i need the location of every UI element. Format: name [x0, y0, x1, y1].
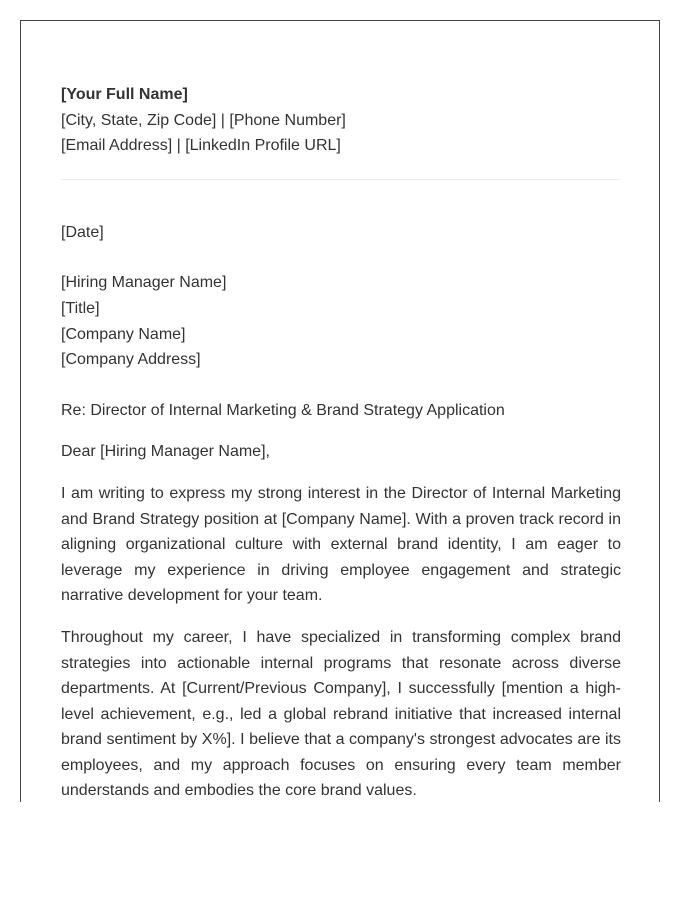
recipient-block: [61, 270, 621, 372]
recipient-name: [Hiring Manager Name]: [61, 274, 227, 292]
salutation: Dear [Hiring Manager Name],: [61, 443, 270, 461]
letter-date: [Date]: [61, 223, 104, 241]
recipient-company: [Company Name]: [61, 325, 186, 343]
recipient-address: [Company Address]: [61, 351, 201, 369]
sender-contact-line-2: [Email Address] | [LinkedIn Profile URL]: [61, 137, 341, 155]
body-paragraph-1: I am writing to express my strong interest in the Director of Internal Marketing and Brand Strategy position at [Company Name]. With a proven track record in aligning organizational culture with external brand identity, I am eager to leverage my experience in driving employee engagement and strategic narrative development for your team.: [61, 484, 621, 605]
letter-content: [61, 82, 621, 802]
header-divider: [61, 179, 621, 180]
sender-header: [61, 82, 621, 159]
letter-page: [20, 20, 660, 802]
sender-contact-line-1: [City, State, Zip Code] | [Phone Number]: [61, 111, 346, 129]
sender-name: [Your Full Name]: [61, 86, 188, 103]
body-paragraph-2: Throughout my career, I have specialized in transforming complex brand strategies into actionable internal programs that resonate across diverse departments. At [Current/Previous Company], I successfully [mention a high-level achievement, e.g., led a global rebrand initiative that increased internal brand sentiment by X%]. I believe that a company's strongest advocates are its employees, and my approach focuses on ensuring every team member understands and embodies the core brand values.: [61, 628, 621, 800]
subject-line: Re: Director of Internal Marketing & Brand Strategy Application: [61, 401, 505, 419]
recipient-title: [Title]: [61, 299, 100, 317]
